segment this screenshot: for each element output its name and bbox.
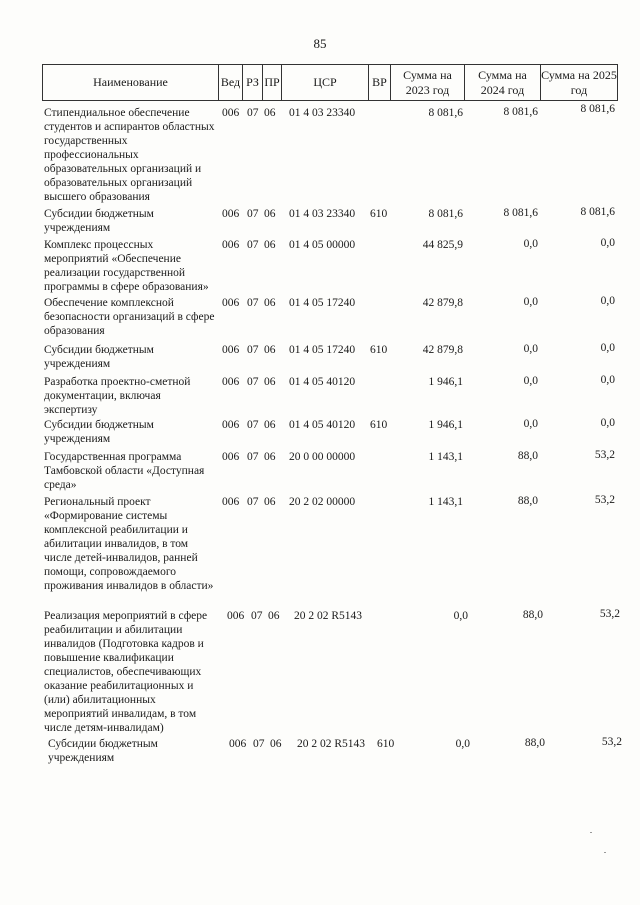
row-name: Субсидии бюджетным учреждениям xyxy=(48,738,158,764)
row-rz: 07 xyxy=(247,451,259,463)
row-csr: 01 4 03 23340 xyxy=(289,208,356,220)
row-rz: 07 xyxy=(247,496,259,508)
row-sum-2023: 1 946,1 xyxy=(428,376,463,388)
row-csr: 20 2 02 R5143 xyxy=(294,610,363,622)
row-csr: 01 4 05 00000 xyxy=(289,239,356,251)
row-sum-2025: 0,0 xyxy=(600,237,615,249)
table-header xyxy=(42,64,618,101)
row-csr: 20 2 02 R5143 xyxy=(297,738,366,750)
row-sum-2023: 1 143,1 xyxy=(428,451,463,463)
row-vr: 610 xyxy=(377,738,395,750)
row-sum-2025: 8 081,6 xyxy=(580,206,615,218)
row-sum-2024: 88,0 xyxy=(522,609,543,621)
scan-speck xyxy=(604,852,606,853)
row-sum-2024: 0,0 xyxy=(523,343,538,355)
row-sum-2023: 8 081,6 xyxy=(428,208,463,220)
row-sum-2024: 88,0 xyxy=(517,495,538,507)
row-pr: 06 xyxy=(264,376,276,388)
row-pr: 06 xyxy=(264,496,276,508)
row-sum-2025: 8 081,6 xyxy=(580,103,615,115)
row-ved: 006 xyxy=(222,208,240,220)
row-vr: 610 xyxy=(370,419,388,431)
row-sum-2024: 88,0 xyxy=(524,737,545,749)
row-sum-2023: 1 946,1 xyxy=(428,419,463,431)
row-name: Стипендиальное обеспечение студентов и аспирантов областных государственных профессиональных образовательных организаций и образовательных организаций высшего образования xyxy=(44,107,215,203)
row-sum-2024: 0,0 xyxy=(523,238,538,250)
row-rz: 07 xyxy=(247,208,259,220)
row-ved: 006 xyxy=(229,738,247,750)
row-sum-2024: 0,0 xyxy=(523,418,538,430)
row-csr: 20 2 02 00000 xyxy=(289,496,356,508)
row-vr: 610 xyxy=(370,344,388,356)
row-ved: 006 xyxy=(222,107,240,119)
header-vr: ВР xyxy=(369,65,391,100)
row-sum-2025: 53,2 xyxy=(594,449,615,461)
row-pr: 06 xyxy=(264,239,276,251)
row-sum-2025: 0,0 xyxy=(600,417,615,429)
row-sum-2025: 0,0 xyxy=(600,342,615,354)
row-rz: 07 xyxy=(253,738,265,750)
row-ved: 006 xyxy=(222,297,240,309)
header-rz: РЗ xyxy=(243,65,263,100)
row-sum-2023: 1 143,1 xyxy=(428,496,463,508)
header-sum-2024: Сумма на 2024 год xyxy=(465,65,541,100)
row-ved: 006 xyxy=(227,610,245,622)
row-name: Государственная программа Тамбовской области «Доступная среда» xyxy=(44,451,205,491)
row-name: Обеспечение комплексной безопасности организаций в сфере образования xyxy=(44,297,215,337)
row-name: Комплекс процессных мероприятий «Обеспечение реализации государственной программы в сфере образования» xyxy=(44,239,209,293)
row-rz: 07 xyxy=(247,344,259,356)
row-name: Субсидии бюджетным учреждениям xyxy=(44,344,154,370)
row-ved: 006 xyxy=(222,344,240,356)
page-number: 85 xyxy=(313,36,327,51)
row-csr: 01 4 03 23340 xyxy=(289,107,356,119)
row-ved: 006 xyxy=(222,376,240,388)
row-csr: 20 0 00 00000 xyxy=(289,451,356,463)
row-rz: 07 xyxy=(251,610,263,622)
row-rz: 07 xyxy=(247,107,259,119)
row-vr: 610 xyxy=(370,208,388,220)
row-name: Субсидии бюджетным учреждениям xyxy=(44,419,154,445)
row-sum-2024: 0,0 xyxy=(523,375,538,387)
row-rz: 07 xyxy=(247,419,259,431)
row-sum-2023: 42 879,8 xyxy=(422,344,463,356)
row-ved: 006 xyxy=(222,451,240,463)
scan-speck xyxy=(590,832,592,833)
row-sum-2023: 44 825,9 xyxy=(422,239,463,251)
row-sum-2025: 0,0 xyxy=(600,374,615,386)
row-pr: 06 xyxy=(264,107,276,119)
row-name: Субсидии бюджетным учреждениям xyxy=(44,208,154,234)
row-sum-2025: 53,2 xyxy=(601,736,622,748)
row-sum-2024: 8 081,6 xyxy=(503,106,538,118)
header-name: Наименование xyxy=(43,65,219,100)
row-pr: 06 xyxy=(264,344,276,356)
header-ved: Вед xyxy=(219,65,243,100)
row-sum-2023: 42 879,8 xyxy=(422,297,463,309)
row-ved: 006 xyxy=(222,496,240,508)
row-rz: 07 xyxy=(247,297,259,309)
row-pr: 06 xyxy=(268,610,280,622)
row-sum-2024: 0,0 xyxy=(523,296,538,308)
row-csr: 01 4 05 17240 xyxy=(289,344,356,356)
row-pr: 06 xyxy=(264,451,276,463)
row-sum-2024: 88,0 xyxy=(517,450,538,462)
row-name: Реализация мероприятий в сфере реабилитации и абилитации инвалидов (Подготовка кадров и повышение квалификации специалистов, обеспечивающих оказание реабилитационных и (или) абилитационных мероприятий инвалидам, в том числе детям-инвалидам) xyxy=(44,610,208,734)
row-pr: 06 xyxy=(264,419,276,431)
row-sum-2023: 0,0 xyxy=(453,610,468,622)
row-sum-2023: 8 081,6 xyxy=(428,107,463,119)
row-sum-2024: 8 081,6 xyxy=(503,207,538,219)
row-sum-2025: 53,2 xyxy=(599,608,620,620)
row-sum-2023: 0,0 xyxy=(455,738,470,750)
row-rz: 07 xyxy=(247,239,259,251)
row-csr: 01 4 05 40120 xyxy=(289,376,356,388)
row-csr: 01 4 05 17240 xyxy=(289,297,356,309)
row-name: Разработка проектно-сметной документации, включая экспертизу xyxy=(44,376,191,416)
row-sum-2025: 53,2 xyxy=(594,494,615,506)
header-csr: ЦСР xyxy=(282,65,369,100)
header-sum-2023: Сумма на 2023 год xyxy=(391,65,465,100)
row-rz: 07 xyxy=(247,376,259,388)
row-pr: 06 xyxy=(270,738,282,750)
row-pr: 06 xyxy=(264,208,276,220)
row-ved: 006 xyxy=(222,239,240,251)
row-csr: 01 4 05 40120 xyxy=(289,419,356,431)
header-pr: ПР xyxy=(263,65,282,100)
row-name: Региональный проект «Формирование системы комплексной реабилитации и абилитации инвалидов, в том числе детей-инвалидов, ранней помощи, сопровождаемого проживания инвалидов в области» xyxy=(44,496,214,592)
row-sum-2025: 0,0 xyxy=(600,295,615,307)
row-pr: 06 xyxy=(264,297,276,309)
header-sum-2025: Сумма на 2025 год xyxy=(541,65,618,100)
row-ved: 006 xyxy=(222,419,240,431)
